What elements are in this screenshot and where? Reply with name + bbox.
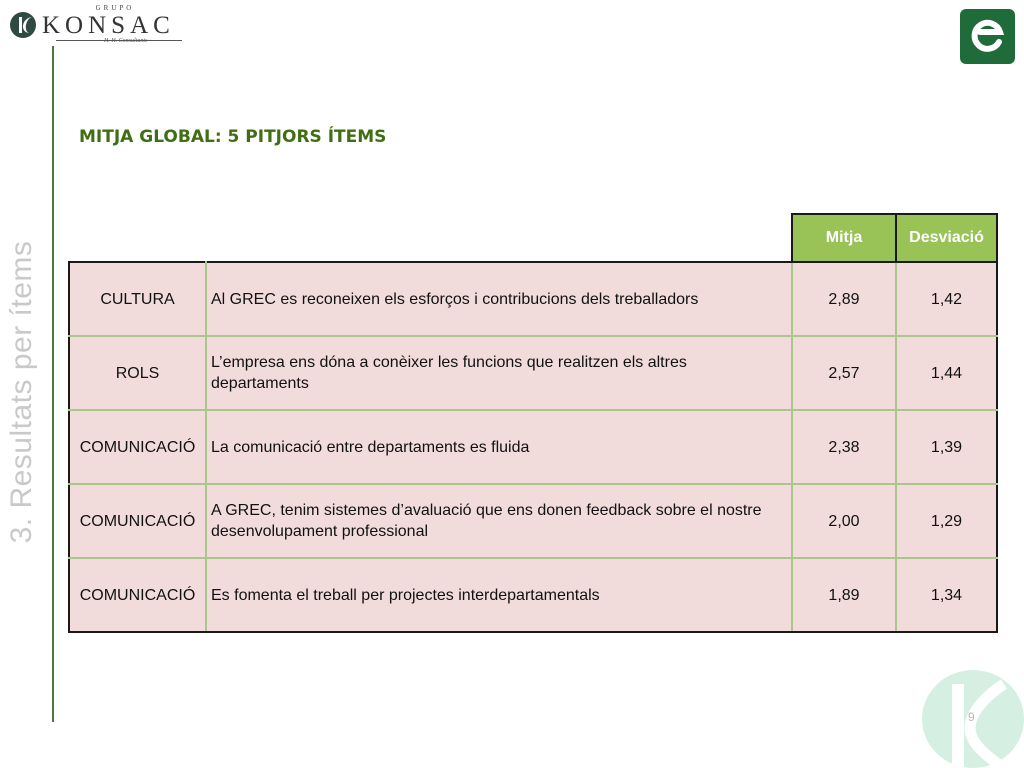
category-cell: COMUNICACIÓ bbox=[69, 484, 206, 558]
mitja-cell: 2,00 bbox=[792, 484, 896, 558]
mitja-cell: 2,89 bbox=[792, 262, 896, 336]
item-cell: Es fomenta el treball per projectes interdepartamentals bbox=[206, 558, 792, 632]
table-header-row bbox=[69, 214, 997, 262]
header-blank-item bbox=[206, 214, 792, 262]
category-cell: COMUNICACIÓ bbox=[69, 558, 206, 632]
mitja-cell: 2,57 bbox=[792, 336, 896, 410]
table-row bbox=[69, 484, 997, 558]
column-header-mitja: Mitja bbox=[792, 214, 896, 262]
item-cell: La comunicació entre departaments es fluida bbox=[206, 410, 792, 484]
category-cell: COMUNICACIÓ bbox=[69, 410, 206, 484]
section-label: 3. Resultats per ítems bbox=[5, 240, 38, 544]
brand-tagline: H. H. Consultants bbox=[104, 38, 148, 44]
column-header-desviacio: Desviació bbox=[896, 214, 997, 262]
category-cell: CULTURA bbox=[69, 262, 206, 336]
page-title: MITJA GLOBAL: 5 PITJORS ÍTEMS bbox=[79, 127, 387, 147]
category-cell: ROLS bbox=[69, 336, 206, 410]
table-row bbox=[69, 262, 997, 336]
konsac-logo bbox=[8, 4, 183, 46]
table-row bbox=[69, 336, 997, 410]
desviacio-cell: 1,39 bbox=[896, 410, 997, 484]
vertical-divider bbox=[52, 46, 54, 722]
page-number: 9 bbox=[968, 710, 975, 724]
item-cell: A GREC, tenim sistemes d’avaluació que ens donen feedback sobre el nostre desenvolupament professional bbox=[206, 484, 792, 558]
desviacio-cell: 1,34 bbox=[896, 558, 997, 632]
mitja-cell: 1,89 bbox=[792, 558, 896, 632]
desviacio-cell: 1,29 bbox=[896, 484, 997, 558]
results-table bbox=[68, 213, 996, 633]
desviacio-cell: 1,42 bbox=[896, 262, 997, 336]
table-row bbox=[69, 410, 997, 484]
header-blank-category bbox=[69, 214, 206, 262]
konsac-k-icon bbox=[10, 12, 36, 38]
item-cell: L’empresa ens dóna a conèixer les funcions que realitzen els altres departaments bbox=[206, 336, 792, 410]
table-row bbox=[69, 558, 997, 632]
item-cell: Al GREC es reconeixen els esforços i contribucions dels treballadors bbox=[206, 262, 792, 336]
mitja-cell: 2,38 bbox=[792, 410, 896, 484]
brand-group-label: GRUPO bbox=[95, 4, 135, 12]
e-logo-icon bbox=[960, 9, 1015, 64]
brand-name: KONSAC bbox=[42, 12, 175, 39]
desviacio-cell: 1,44 bbox=[896, 336, 997, 410]
